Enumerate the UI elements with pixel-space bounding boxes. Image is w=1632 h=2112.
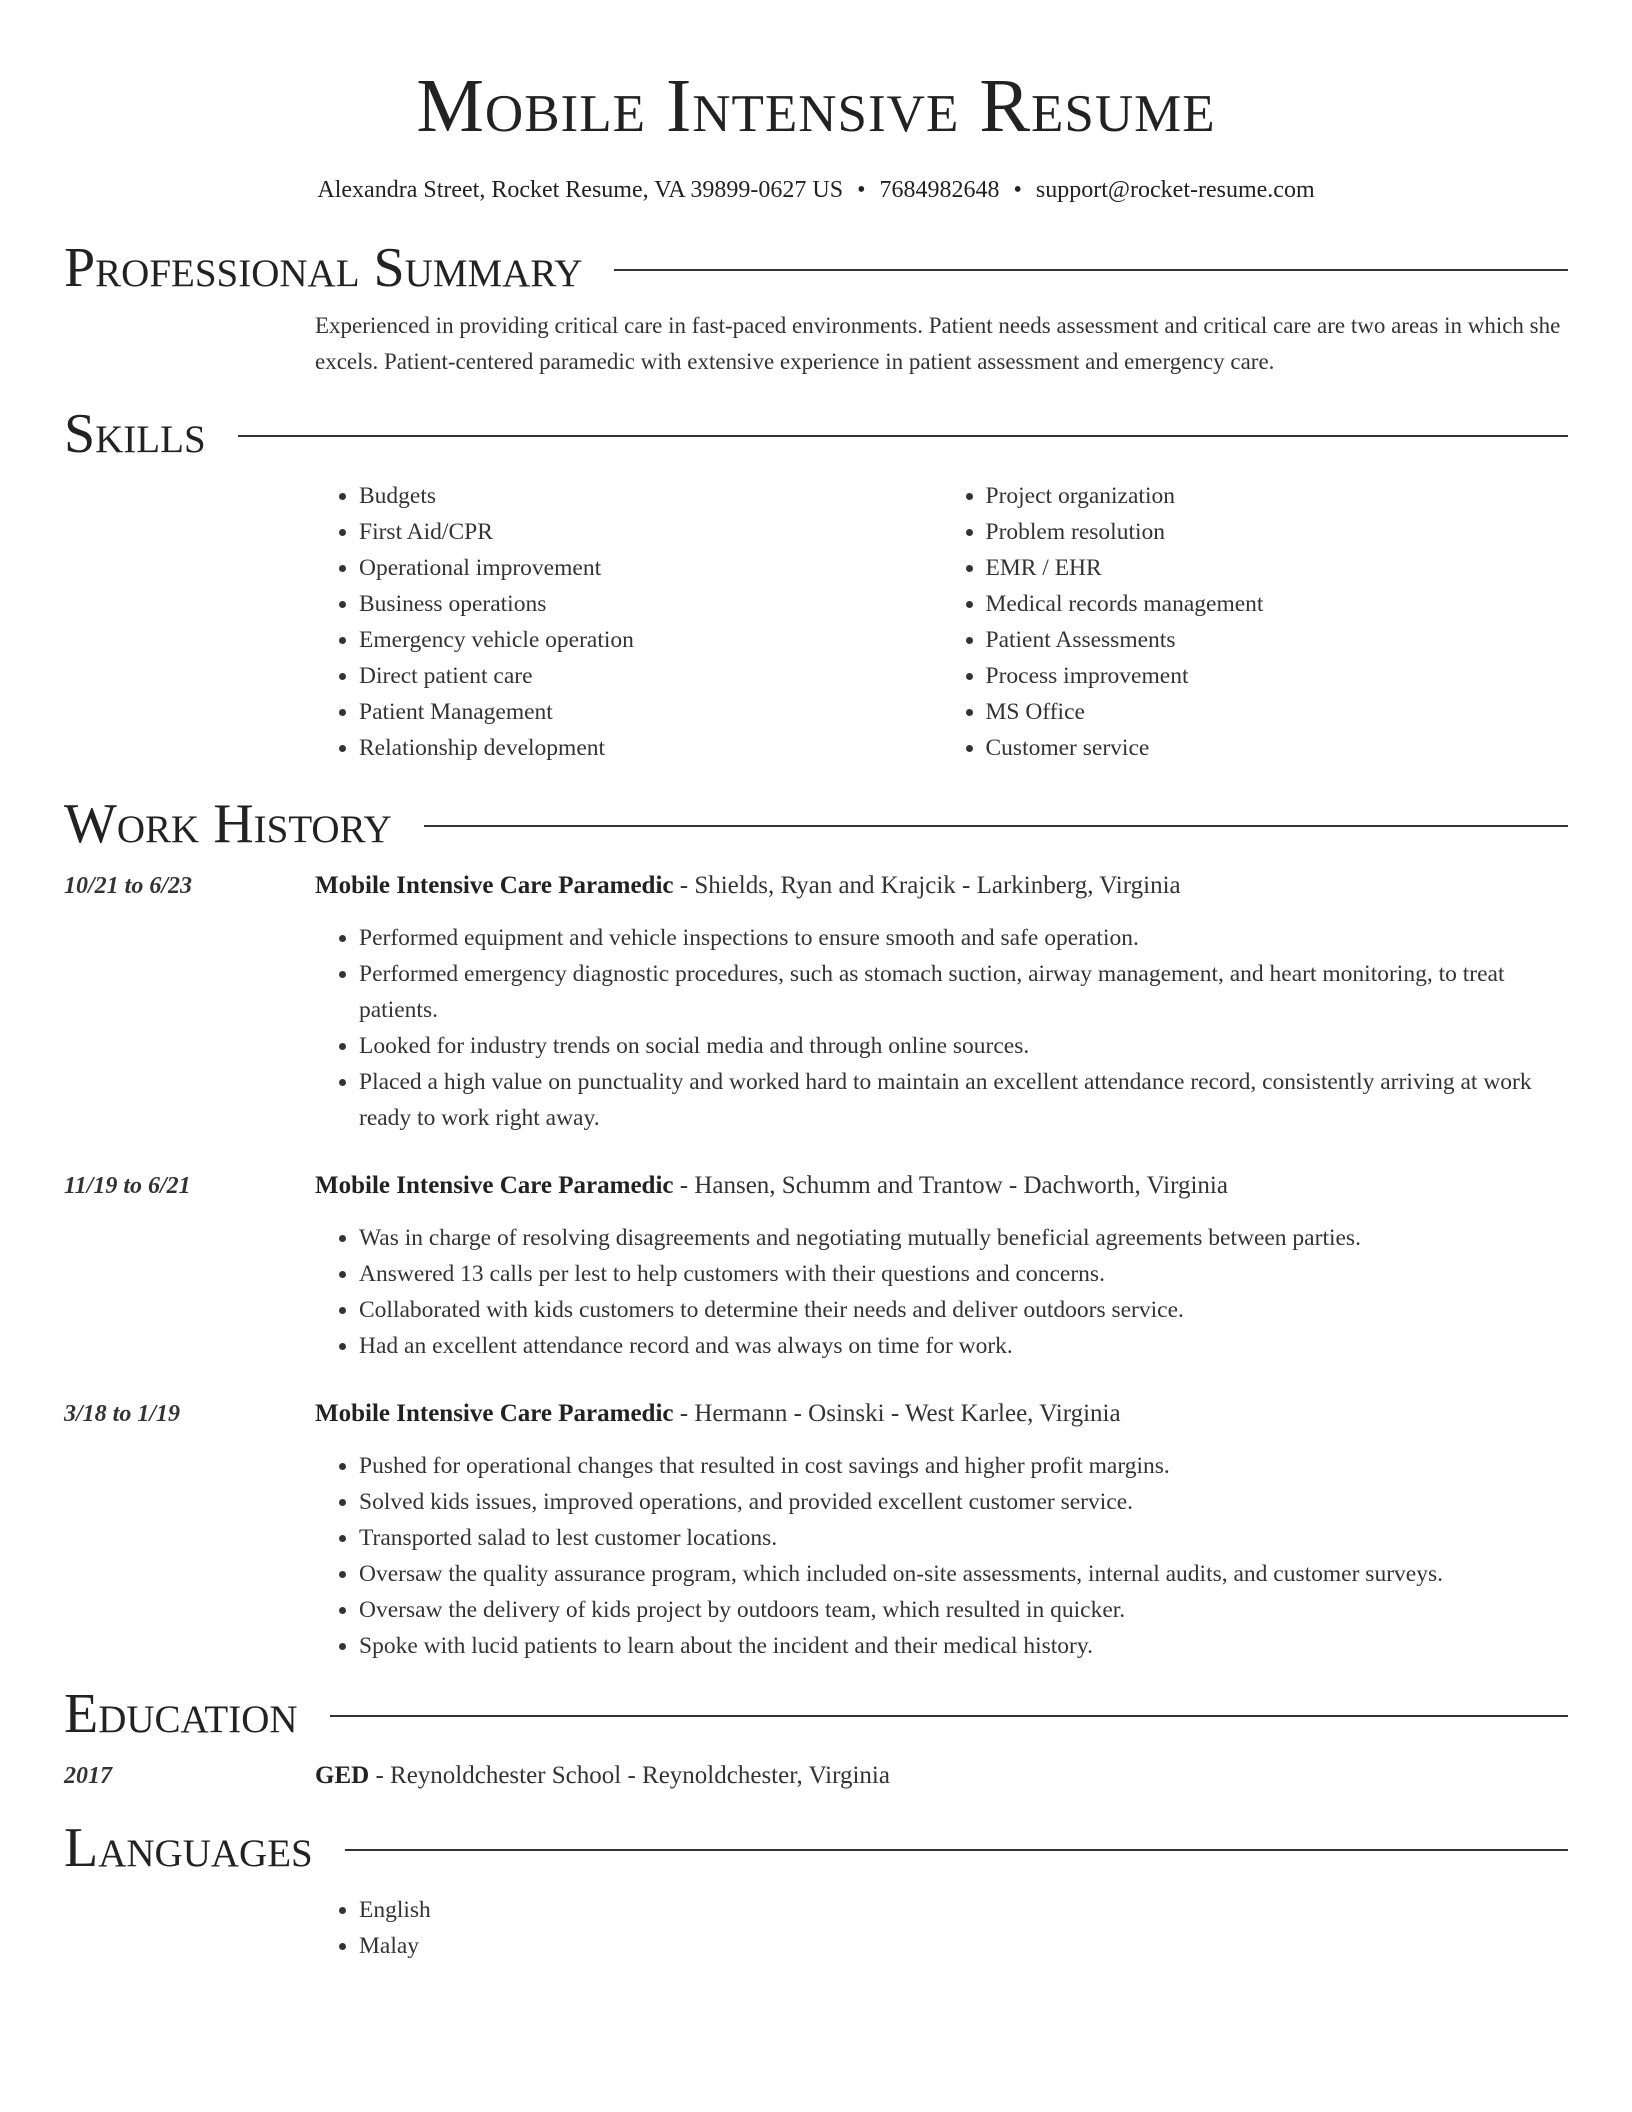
section-title-skills: Skills bbox=[64, 403, 206, 465]
job-entry bbox=[64, 1168, 1568, 1364]
skill-item: • Process improvement bbox=[986, 658, 1569, 694]
section-title-work: Work History bbox=[64, 793, 392, 855]
skill-item: • Patient Management bbox=[359, 694, 942, 730]
skill-item: • Operational improvement bbox=[359, 550, 942, 586]
section-header-skills bbox=[64, 402, 1568, 466]
job-employer: - Shields, Ryan and Krajcik - Larkinberg, Virginia bbox=[673, 872, 1181, 899]
job-bullet: • Spoke with lucid patients to learn about the incident and their medical history. bbox=[359, 1628, 1568, 1664]
job-bullet: • Had an excellent attendance record and was always on time for work. bbox=[359, 1328, 1568, 1364]
education-year: 2017 bbox=[64, 1763, 112, 1789]
job-dates: 3/18 to 1/19 bbox=[64, 1401, 181, 1427]
job-bullet: • Answered 13 calls per lest to help customers with their questions and concerns. bbox=[359, 1256, 1568, 1292]
skill-item: • Medical records management bbox=[986, 586, 1569, 622]
section-divider bbox=[614, 269, 1568, 271]
job-bullet: • Transported salad to lest customer locations. bbox=[359, 1520, 1568, 1556]
job-bullet: • Pushed for operational changes that resulted in cost savings and higher profit margins. bbox=[359, 1448, 1568, 1484]
skill-item: • Relationship development bbox=[359, 730, 942, 766]
languages-bullets bbox=[315, 1892, 1568, 1964]
summary-text: Experienced in providing critical care in fast-paced environments. Patient needs assessment and critical care are two areas in which she excels. Patient-centered paramedic with extensive experience in patient assessment and emergency care. bbox=[315, 313, 1561, 374]
job-bullet: • Looked for industry trends on social media and through online sources. bbox=[359, 1028, 1568, 1064]
section-divider bbox=[345, 1849, 1568, 1851]
skill-item: • Budgets bbox=[359, 478, 942, 514]
job-body bbox=[315, 868, 1568, 1136]
skill-item: • Customer service bbox=[986, 730, 1569, 766]
job-bullet: • Oversaw the quality assurance program, which included on-site assessments, internal audits, and customer surveys. bbox=[359, 1556, 1568, 1592]
contact-line bbox=[64, 174, 1568, 206]
section-title-languages: Languages bbox=[64, 1817, 313, 1879]
job-bullet: • Oversaw the delivery of kids project by outdoors team, which resulted in quicker. bbox=[359, 1592, 1568, 1628]
skills-column-right bbox=[942, 478, 1569, 766]
section-divider bbox=[424, 825, 1568, 827]
job-body bbox=[315, 1168, 1568, 1364]
job-title: Mobile Intensive Care Paramedic bbox=[315, 1172, 674, 1199]
job-employer: - Hermann - Osinski - West Karlee, Virginia bbox=[673, 1400, 1121, 1427]
skill-item: • First Aid/CPR bbox=[359, 514, 942, 550]
education-heading bbox=[315, 1758, 1568, 1794]
contact-email: support@rocket-resume.com bbox=[1035, 177, 1315, 203]
job-entry bbox=[64, 868, 1568, 1136]
section-header-education bbox=[64, 1682, 1568, 1746]
skills-column-left bbox=[315, 478, 942, 766]
job-bullet: • Collaborated with kids customers to determine their needs and deliver outdoors service. bbox=[359, 1292, 1568, 1328]
job-bullet: • Performed equipment and vehicle inspections to ensure smooth and safe operation. bbox=[359, 920, 1568, 956]
section-divider bbox=[330, 1715, 1568, 1717]
section-title-summary: Professional Summary bbox=[64, 237, 583, 299]
contact-phone: 7684982648 bbox=[879, 177, 1000, 203]
skill-item: • Patient Assessments bbox=[986, 622, 1569, 658]
skill-item: • MS Office bbox=[986, 694, 1569, 730]
skill-item: • Business operations bbox=[359, 586, 942, 622]
job-heading bbox=[315, 1396, 1568, 1432]
contact-address: Alexandra Street, Rocket Resume, VA 39899-0627 US bbox=[317, 177, 844, 203]
job-bullet: • Placed a high value on punctuality and worked hard to maintain an excellent attendance record, consistently arriving at work ready to work right away. bbox=[359, 1064, 1568, 1136]
education-degree: GED bbox=[315, 1762, 370, 1789]
job-title: Mobile Intensive Care Paramedic bbox=[315, 872, 674, 899]
section-header-work bbox=[64, 792, 1568, 856]
job-bullet: • Was in charge of resolving disagreements and negotiating mutually beneficial agreements between parties. bbox=[359, 1220, 1568, 1256]
job-title: Mobile Intensive Care Paramedic bbox=[315, 1400, 674, 1427]
section-header-summary bbox=[64, 236, 1568, 300]
section-divider bbox=[238, 435, 1568, 437]
language-item: • English bbox=[359, 1892, 1568, 1928]
section-header-languages bbox=[64, 1816, 1568, 1880]
education-school: - Reynoldchester School - Reynoldchester, Virginia bbox=[369, 1762, 890, 1789]
job-bullets bbox=[315, 1220, 1568, 1364]
job-heading bbox=[315, 1168, 1568, 1204]
job-bullet: • Solved kids issues, improved operations, and provided excellent customer service. bbox=[359, 1484, 1568, 1520]
education-entry bbox=[64, 1758, 1568, 1794]
section-title-education: Education bbox=[64, 1683, 298, 1745]
education-body bbox=[315, 1758, 1568, 1794]
job-heading bbox=[315, 868, 1568, 904]
language-item: • Malay bbox=[359, 1928, 1568, 1964]
job-bullets bbox=[315, 920, 1568, 1136]
skill-item: • Direct patient care bbox=[359, 658, 942, 694]
contact-separator: • bbox=[1013, 177, 1022, 203]
skill-item: • Problem resolution bbox=[986, 514, 1569, 550]
languages-list bbox=[315, 1892, 1568, 1964]
skill-item: • Emergency vehicle operation bbox=[359, 622, 942, 658]
skill-item: • EMR / EHR bbox=[986, 550, 1569, 586]
skills-list bbox=[315, 478, 1568, 766]
job-body bbox=[315, 1396, 1568, 1664]
job-bullet: • Performed emergency diagnostic procedures, such as stomach suction, airway management, and heart monitoring, to treat patients. bbox=[359, 956, 1568, 1028]
resume-title: Mobile Intensive Resume bbox=[416, 64, 1216, 148]
job-bullets bbox=[315, 1448, 1568, 1664]
job-dates: 10/21 to 6/23 bbox=[64, 873, 193, 899]
job-dates: 11/19 to 6/21 bbox=[64, 1173, 191, 1199]
skill-item: • Project organization bbox=[986, 478, 1569, 514]
job-employer: - Hansen, Schumm and Trantow - Dachworth, Virginia bbox=[673, 1172, 1228, 1199]
job-entry bbox=[64, 1396, 1568, 1664]
contact-separator: • bbox=[857, 177, 866, 203]
